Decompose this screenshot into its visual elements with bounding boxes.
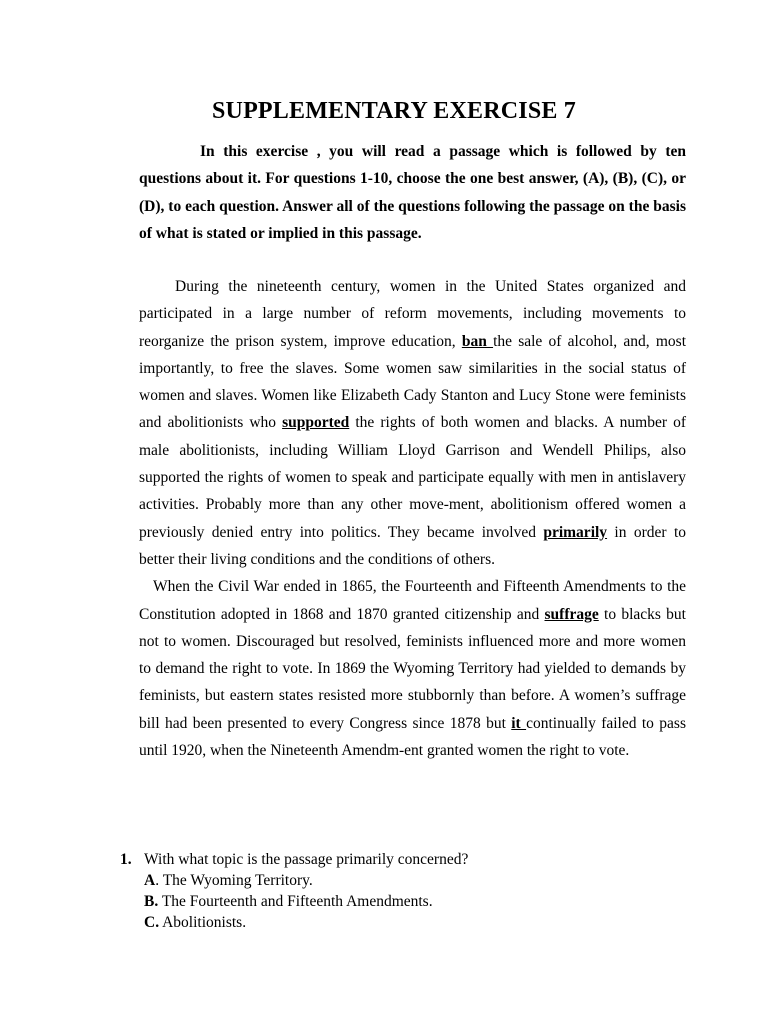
passage-text: the sale of alcohol, and, most importantly, to free the slaves. Some women saw similarities in the social status of women and slaves. Women like Elizabeth Cady Stanton and Lucy Stone were feminists and abolitionists who [139,332,686,432]
question-1 [120,849,700,933]
passage-text: in order to better their living conditions and the conditions of others. [139,523,686,568]
option-text: The Wyoming Territory. [162,872,313,889]
answer-option-c[interactable] [144,912,700,933]
answer-option-b[interactable] [144,891,700,912]
reading-passage [139,273,686,764]
passage-text: continually failed to pass until 1920, when the Nineteenth Amendm-ent granted women the right to vote. [139,714,686,760]
option-text: Abolitionists. [162,914,247,931]
keyword-suffrage: suffrage [544,605,599,623]
page-title: SUPPLEMENTARY EXERCISE 7 [211,98,576,124]
option-text: The Fourteenth and Fifteenth Amendments. [161,893,433,910]
option-letter: C. [144,914,160,931]
keyword-ban: ban [461,332,494,350]
passage-text: When the Civil War ended in 1865, the Fourteenth and Fifteenth Amendments to the Constitution adopted in 1868 and 1870 granted citizenship and [139,578,686,623]
answer-options [120,870,700,933]
keyword-it: it [511,714,527,732]
answer-option-a[interactable]: A. The Wyoming Territory. [144,872,313,889]
option-letter: B. [144,893,159,910]
instructions-paragraph: In this exercise , you will read a passage which is followed by ten questions about it. For questions 1-10, choose the one best answer, (A), (B), (C), or (D), to each question. Answer all of the questions following the passage on the basis of what is stated or implied in this passage. [139,143,686,242]
passage-text: During the nineteenth century, women in the United States organized and participated in a large number of reform movements, including movements to reorganize the prison system, improve education, [139,278,686,350]
option-letter: A [144,872,156,889]
question-text: With what topic is the passage primarily concerned? [144,851,469,868]
passage-paragraph-2 [139,573,686,764]
passage-paragraph-1 [139,273,686,573]
question-stem [120,849,700,870]
passage-text: to blacks but not to women. Discouraged but resolved, feminists influenced more and more women to demand the right to vote. In 1869 the Wyoming Territory had yielded to demands by feminists, but eastern states resisted more stubbornly than before. A women’s suffrage bill had been presented to every Congress since 1878 but [139,605,686,732]
question-number: 1. [120,851,132,868]
keyword-primarily: primarily [543,523,608,541]
keyword-supported: supported [282,414,350,432]
passage-text: the rights of both women and blacks. A number of male abolitionists, including William Lloyd Garrison and Wendell Philips, also supported the rights of women to speak and participate equally with men in antislavery activities. Probably more than any other move-ment, abolitionism offered women a previously denied entry into politics. They became involved [139,414,686,541]
